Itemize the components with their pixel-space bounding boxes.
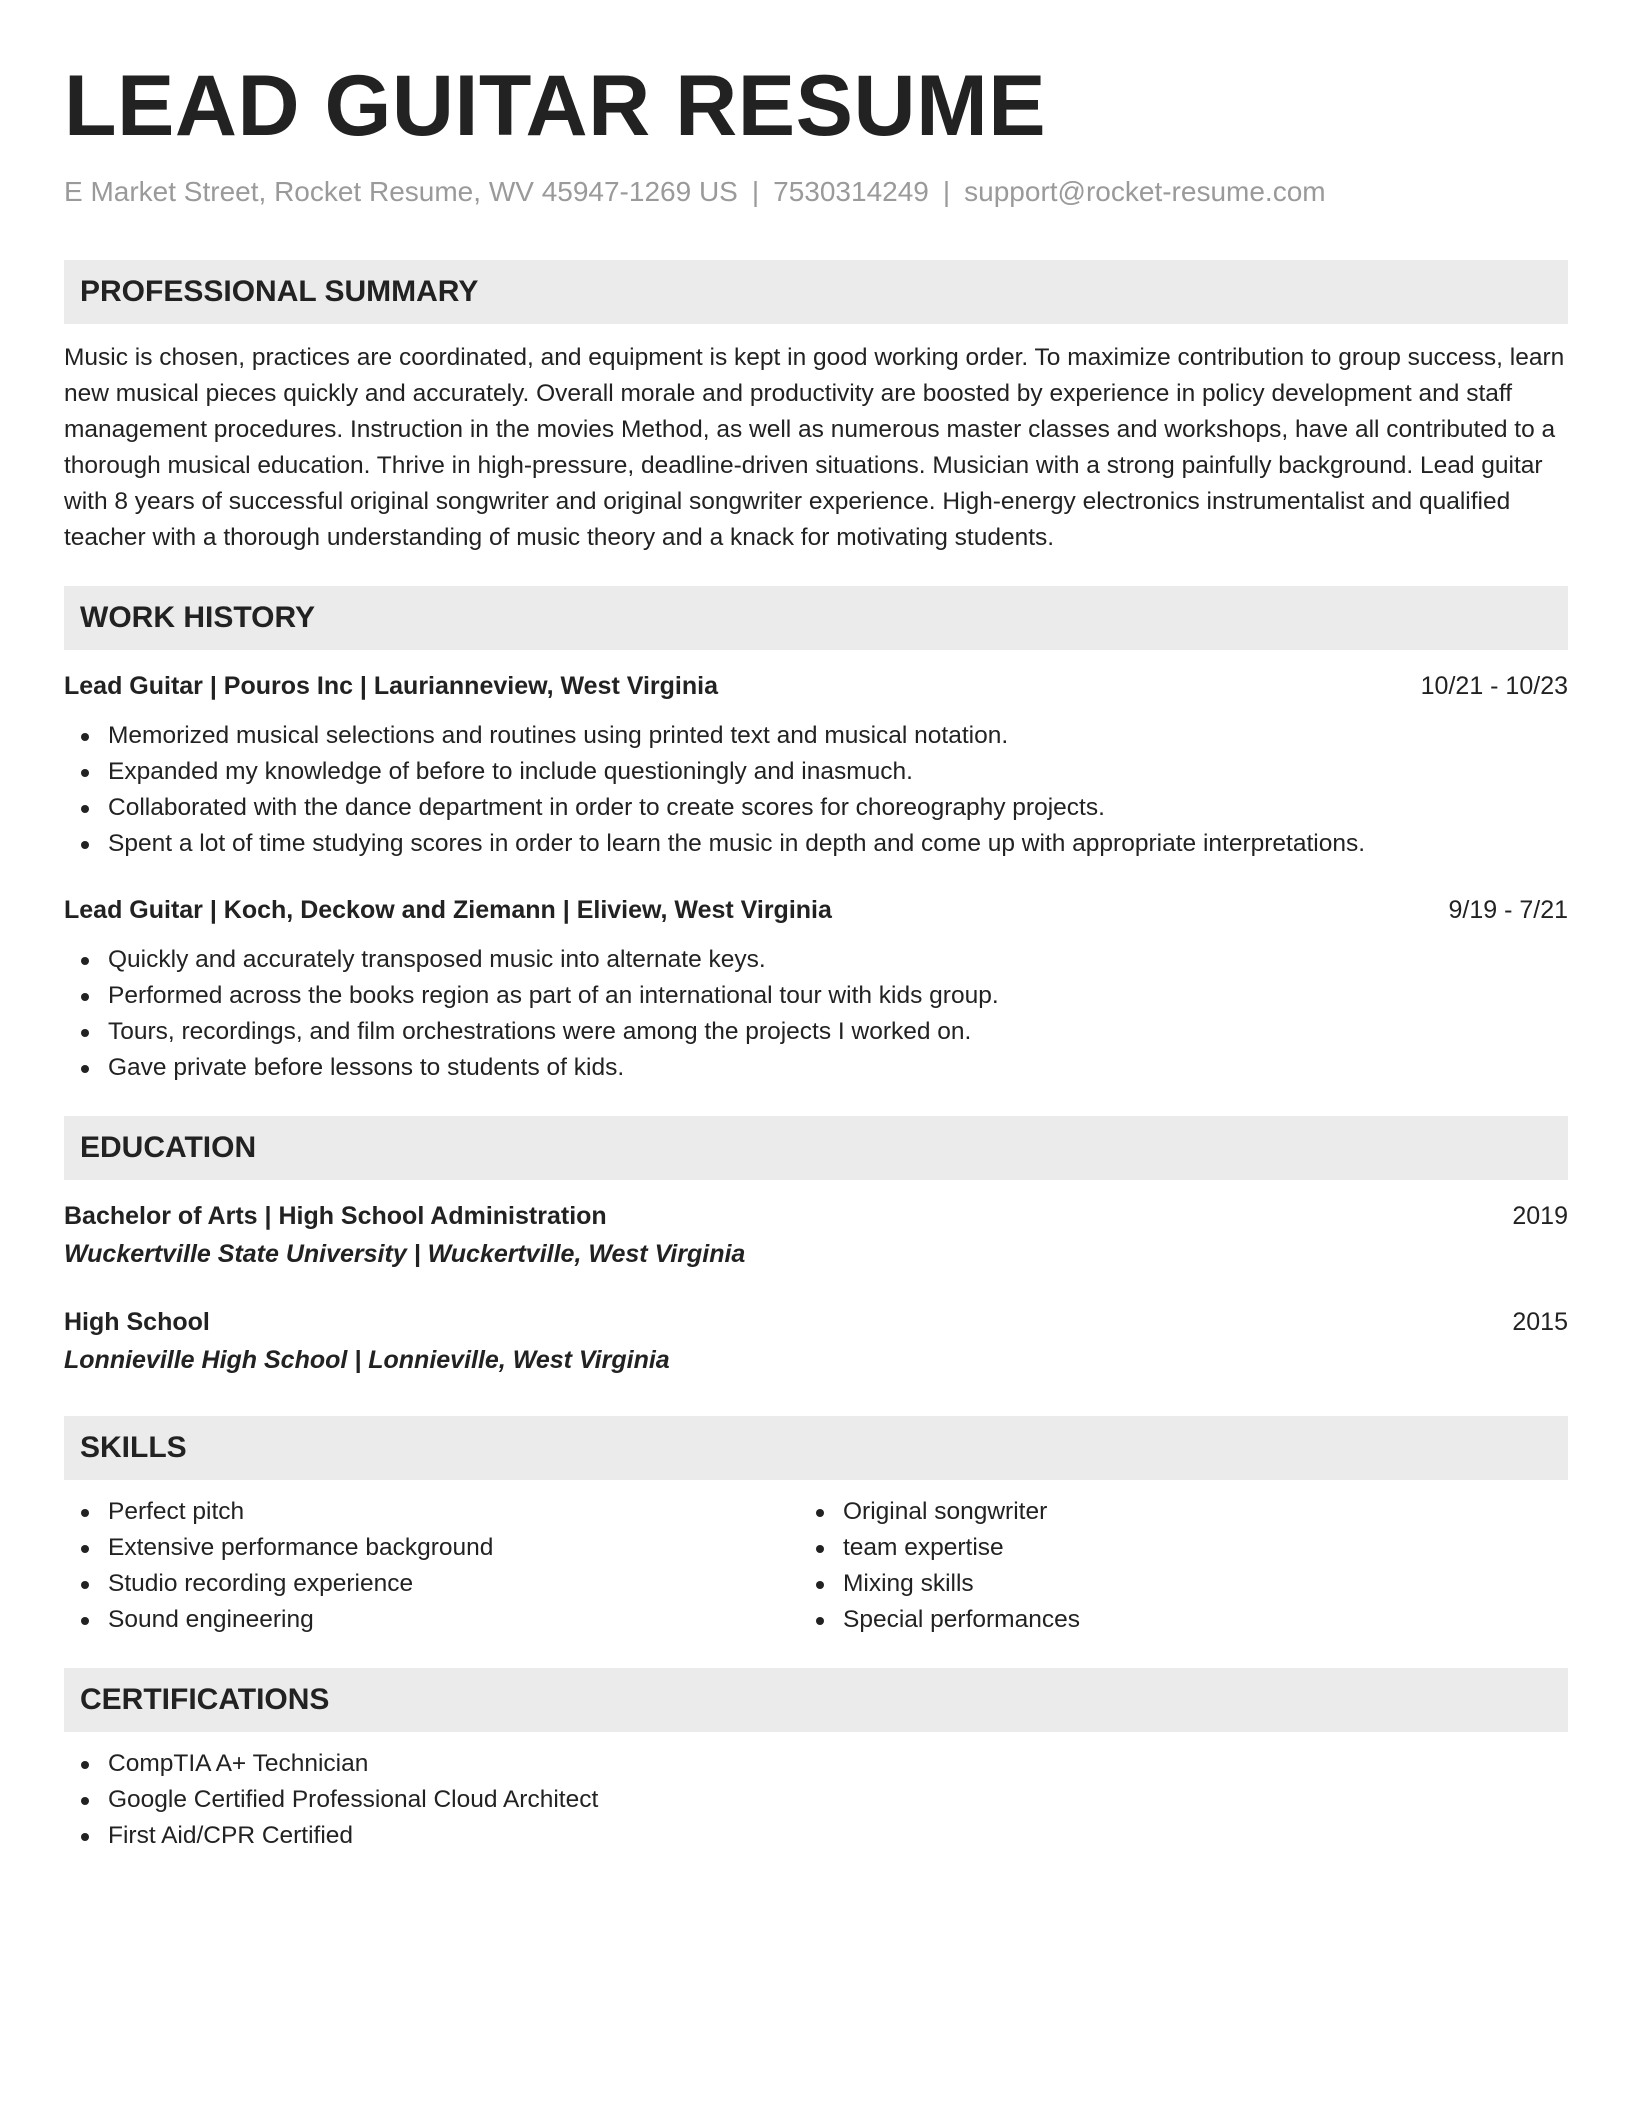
contact-separator: |: [751, 176, 760, 207]
job-entry: [64, 668, 1568, 862]
section-header-work-history: WORK HISTORY: [64, 586, 1568, 650]
job-dates: 10/21 - 10/23: [1420, 672, 1568, 700]
education-year: 2019: [1512, 1202, 1568, 1230]
skills-column-right: [799, 1494, 1534, 1638]
section-header-summary: PROFESSIONAL SUMMARY: [64, 260, 1568, 324]
list-item: Gave private before lessons to students of kids.: [108, 1050, 1568, 1086]
job-dates: 9/19 - 7/21: [1448, 896, 1568, 924]
skill-item: Studio recording experience: [108, 1566, 799, 1602]
certifications-list: [64, 1746, 1568, 1854]
contact-email: support@rocket-resume.com: [964, 176, 1326, 207]
contact-phone: 7530314249: [773, 176, 929, 207]
job-title: Lead Guitar | Koch, Deckow and Ziemann | Eliview, West Virginia: [64, 896, 832, 924]
contact-line: [64, 174, 1568, 210]
list-item: Spent a lot of time studying scores in order to learn the music in depth and come up with appropriate interpretations.: [108, 826, 1568, 862]
contact-separator: |: [942, 176, 951, 207]
skills-grid: [64, 1494, 1568, 1638]
job-title: Lead Guitar | Pouros Inc | Laurianneview, West Virginia: [64, 672, 718, 700]
education-degree: Bachelor of Arts | High School Administration: [64, 1202, 607, 1230]
skill-item: Mixing skills: [843, 1566, 1534, 1602]
education-entry: [64, 1304, 1568, 1378]
summary-text: Music is chosen, practices are coordinated, and equipment is kept in good working order. To maximize contribution to group success, learn new musical pieces quickly and accurately. Overall morale and productivity are boosted by experience in policy development and staff management procedures. Instruction in the movies Method, as well as numerous master classes and workshops, have all contributed to a thorough musical education. Thrive in high-pressure, deadline-driven situations. Musician with a strong painfully background. Lead guitar with 8 years of successful original songwriter and original songwriter experience. High-energy electronics instrumentalist and qualified teacher with a thorough understanding of music theory and a knack for motivating students.: [64, 344, 1565, 551]
certifications-bullets: [64, 1746, 1568, 1854]
job-entry: [64, 892, 1568, 1086]
certification-item: First Aid/CPR Certified: [108, 1818, 1568, 1854]
skill-item: Extensive performance background: [108, 1530, 799, 1566]
section-header-skills: SKILLS: [64, 1416, 1568, 1480]
contact-address: E Market Street, Rocket Resume, WV 45947-1269 US: [64, 176, 738, 207]
list-item: Expanded my knowledge of before to include questioningly and inasmuch.: [108, 754, 1568, 790]
education-degree: High School: [64, 1308, 210, 1336]
job-bullets: [64, 942, 1568, 1086]
education-school: Wuckertville State University | Wuckertville, West Virginia: [64, 1240, 746, 1268]
section-header-education: EDUCATION: [64, 1116, 1568, 1180]
job-header: [64, 892, 1568, 928]
list-item: Tours, recordings, and film orchestrations were among the projects I worked on.: [108, 1014, 1568, 1050]
skill-item: Original songwriter: [843, 1494, 1534, 1530]
job-bullets: [64, 718, 1568, 862]
education-header: [64, 1304, 1568, 1340]
certification-item: CompTIA A+ Technician: [108, 1746, 1568, 1782]
skill-item: Perfect pitch: [108, 1494, 799, 1530]
education-school: Lonnieville High School | Lonnieville, West Virginia: [64, 1346, 670, 1374]
job-header: [64, 668, 1568, 704]
education-entry: [64, 1198, 1568, 1272]
skill-item: team expertise: [843, 1530, 1534, 1566]
certification-item: Google Certified Professional Cloud Architect: [108, 1782, 1568, 1818]
skills-column-left: [64, 1494, 799, 1638]
skill-item: Sound engineering: [108, 1602, 799, 1638]
education-header: [64, 1198, 1568, 1234]
resume-title: LEAD GUITAR RESUME: [64, 58, 1047, 154]
list-item: Collaborated with the dance department in order to create scores for choreography projects.: [108, 790, 1568, 826]
skill-item: Special performances: [843, 1602, 1534, 1638]
list-item: Quickly and accurately transposed music into alternate keys.: [108, 942, 1568, 978]
section-header-certifications: CERTIFICATIONS: [64, 1668, 1568, 1732]
list-item: Performed across the books region as part of an international tour with kids group.: [108, 978, 1568, 1014]
list-item: Memorized musical selections and routines using printed text and musical notation.: [108, 718, 1568, 754]
education-year: 2015: [1512, 1308, 1568, 1336]
